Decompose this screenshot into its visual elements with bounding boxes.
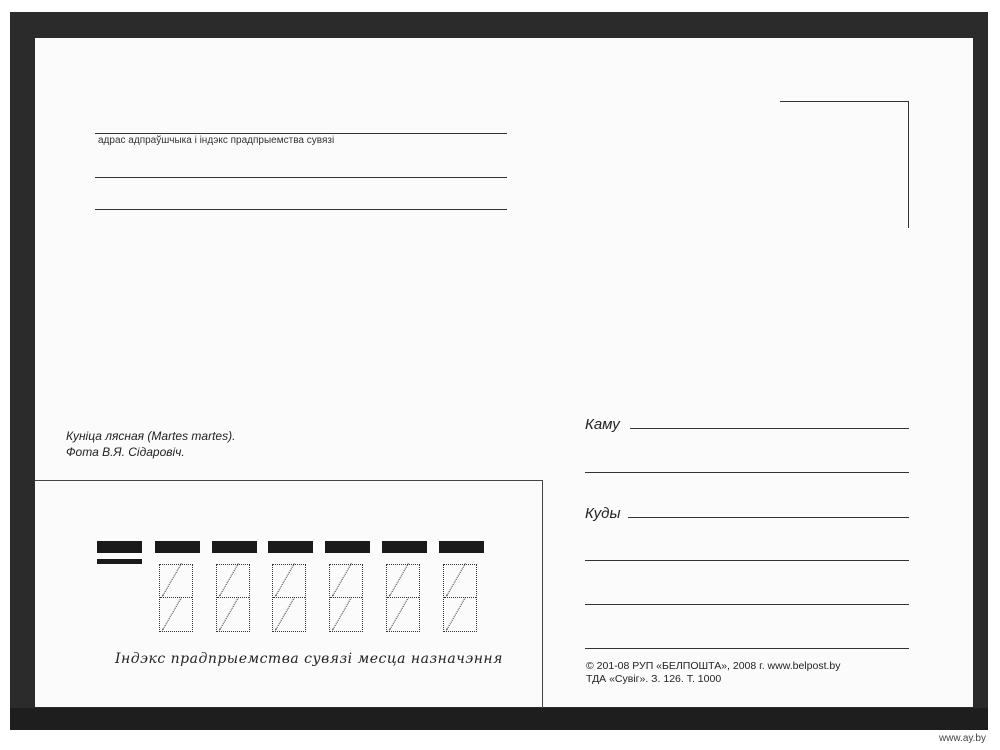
photo-caption-title: Куніца лясная (Martes martes). xyxy=(66,429,236,443)
index-digit-bar xyxy=(439,541,484,553)
index-digit-bar xyxy=(268,541,313,553)
sender-address-label: адрас адпраўшчыка і індэкс прадпрыемства сувязі xyxy=(98,135,335,146)
sender-address-line-1 xyxy=(95,133,507,134)
recipient-line-6[interactable] xyxy=(585,648,909,649)
recipient-where-label: Куды xyxy=(585,505,621,522)
imprint-line-2: ТДА «Сувіг». З. 126. Т. 1000 xyxy=(586,673,722,685)
sender-address-line-3 xyxy=(95,209,507,210)
index-caption: Індэкс прадпрыемства сувязі месца назначэння xyxy=(115,651,503,667)
stamp-area xyxy=(780,101,909,228)
index-digit-bar xyxy=(325,541,370,553)
recipient-to-line[interactable] xyxy=(630,428,909,429)
recipient-where-line[interactable] xyxy=(628,517,909,518)
index-digit-field[interactable] xyxy=(443,564,477,632)
recipient-line-4[interactable] xyxy=(585,560,909,561)
index-digit-field[interactable] xyxy=(216,564,250,632)
index-code-bar xyxy=(97,541,142,553)
index-digit-bar xyxy=(382,541,427,553)
recipient-to-label: Каму xyxy=(585,416,620,433)
scan-bottom-strip xyxy=(10,708,988,730)
postcard xyxy=(35,38,973,707)
site-watermark: www.ay.by xyxy=(938,733,986,744)
index-digit-field[interactable] xyxy=(329,564,363,632)
index-digit-field[interactable] xyxy=(272,564,306,632)
index-code-subbar xyxy=(97,559,142,564)
index-digit-bar xyxy=(212,541,257,553)
photo-caption-author: Фота В.Я. Сідаровіч. xyxy=(66,445,185,459)
index-digit-field[interactable] xyxy=(386,564,420,632)
index-digit-field[interactable] xyxy=(159,564,193,632)
index-digit-bar xyxy=(155,541,200,553)
sender-address-line-2 xyxy=(95,177,507,178)
imprint-line-1: © 201-08 РУП «БЕЛПОШТА», 2008 г. www.belpost.by xyxy=(586,660,841,672)
recipient-line-2[interactable] xyxy=(585,472,909,473)
recipient-line-5[interactable] xyxy=(585,604,909,605)
